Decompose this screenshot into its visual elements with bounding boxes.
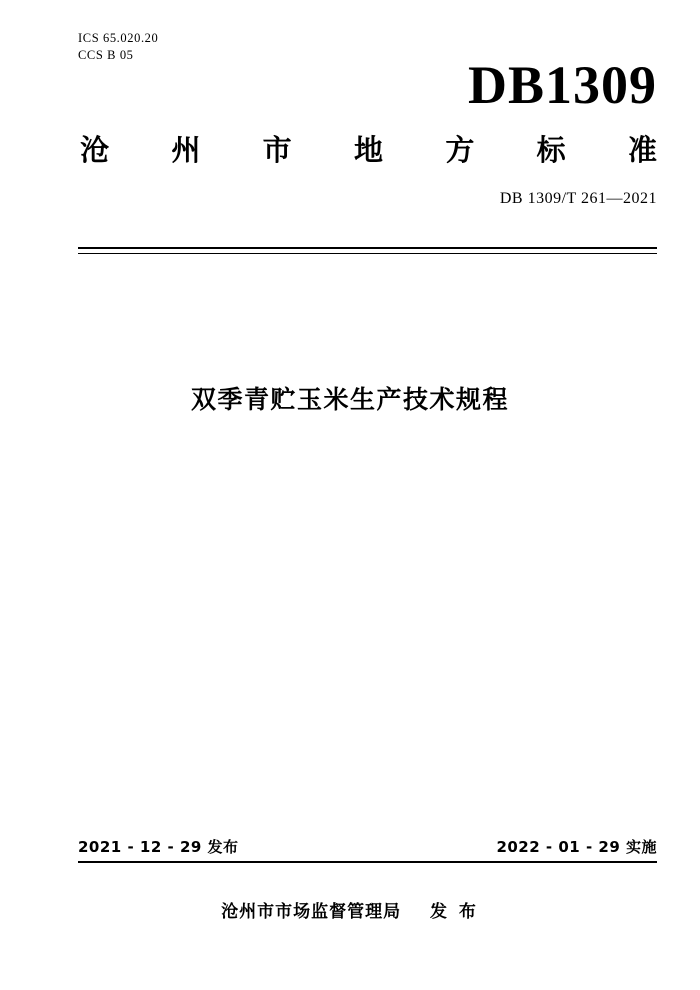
- ics-code: ICS 65.020.20: [78, 31, 159, 45]
- standard-title-char-1: 州: [171, 133, 201, 167]
- standard-title-line: [80, 133, 657, 167]
- standard-title-char-6: 准: [627, 133, 657, 167]
- standard-title-char-5: 标: [536, 133, 566, 167]
- issuing-authority: 沧州市市场监督管理局: [221, 902, 402, 922]
- standard-title-char-3: 地: [353, 133, 383, 167]
- issuing-authority-row: [0, 897, 700, 922]
- footer-date-row: [78, 836, 657, 857]
- header-divider-thin: [78, 253, 657, 254]
- standard-title-char-2: 市: [262, 133, 292, 167]
- standard-title-char-4: 方: [445, 133, 475, 167]
- classification-block: [78, 30, 158, 64]
- standard-title-char-0: 沧: [80, 133, 110, 167]
- implementation-date: 2022 - 01 - 29 实施: [496, 838, 657, 856]
- ccs-code: CCS B 05: [78, 48, 134, 62]
- standard-code: DB 1309/T 261—2021: [499, 190, 657, 207]
- footer-divider: [78, 861, 657, 863]
- standard-number-heading: DB1309: [467, 55, 657, 115]
- page-title: 双季青贮玉米生产技术规程: [190, 385, 509, 414]
- issuing-action-label: 发 布: [430, 902, 479, 922]
- header-divider-thick: [78, 247, 657, 249]
- issue-date: 2021 - 12 - 29 发布: [78, 838, 239, 856]
